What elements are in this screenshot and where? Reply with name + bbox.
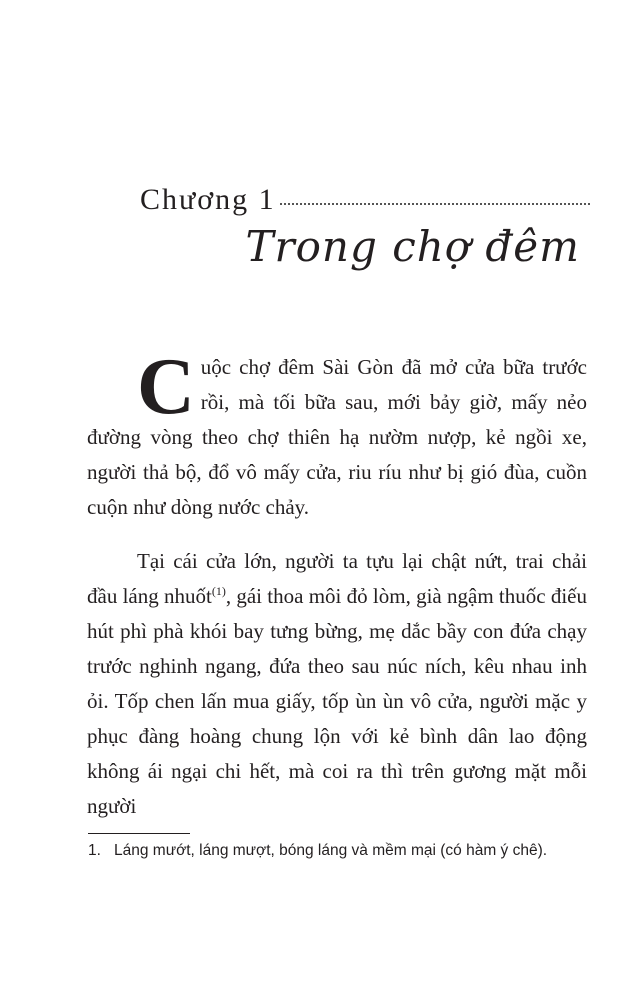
- chapter-heading: [140, 183, 590, 217]
- footnote-reference[interactable]: (1): [211, 584, 226, 598]
- chapter-body: [87, 343, 587, 824]
- footnote-text: Láng mướt, láng mượt, bóng láng và mềm mại (có hàm ý chê).: [114, 842, 548, 859]
- paragraph-2-text-end: , gái thoa môi đỏ lòm, già ngậm thuốc điếu hút phì phà khói bay tưng bừng, mẹ dắc bầy con đứa chạy trước nghinh ngang, đứa theo sau núc ních, kêu nhau inh ỏi. Tốp chen lấn mua giấy, tốp ùn ùn vô cửa, người mặc y phục đàng hoàng chung lộn với kẻ bình dân lao động không ái ngại chi hết, mà coi ra thì trên gương mặt mỗi người: [87, 584, 587, 818]
- footnote-number: 1.: [88, 842, 101, 859]
- chapter-dot-leader: [280, 203, 590, 205]
- chapter-title: Trong chợ đêm: [245, 222, 580, 271]
- paragraph-2: [87, 544, 587, 824]
- paragraph-1: [87, 343, 587, 525]
- footnote-separator: [88, 833, 190, 834]
- chapter-label: Chương 1: [140, 183, 276, 216]
- drop-cap: C: [137, 343, 195, 431]
- footnote: [88, 840, 588, 862]
- paragraph-1-text: uộc chợ đêm Sài Gòn đã mở cửa bữa trước rồi, mà tối bữa sau, mới bảy giờ, mấy nẻo đường vòng theo chợ thiên hạ nườm nượp, kẻ ngồi xe, người thả bộ, đổ vô mấy cửa, riu ríu như bị gió đùa, cuồn cuộn như dòng nước chảy.: [87, 355, 587, 519]
- paragraph-2-text-start: Tại cái cửa lớn, người ta tựu lại chật nứt, trai chải đầu láng nhuốt: [87, 549, 587, 608]
